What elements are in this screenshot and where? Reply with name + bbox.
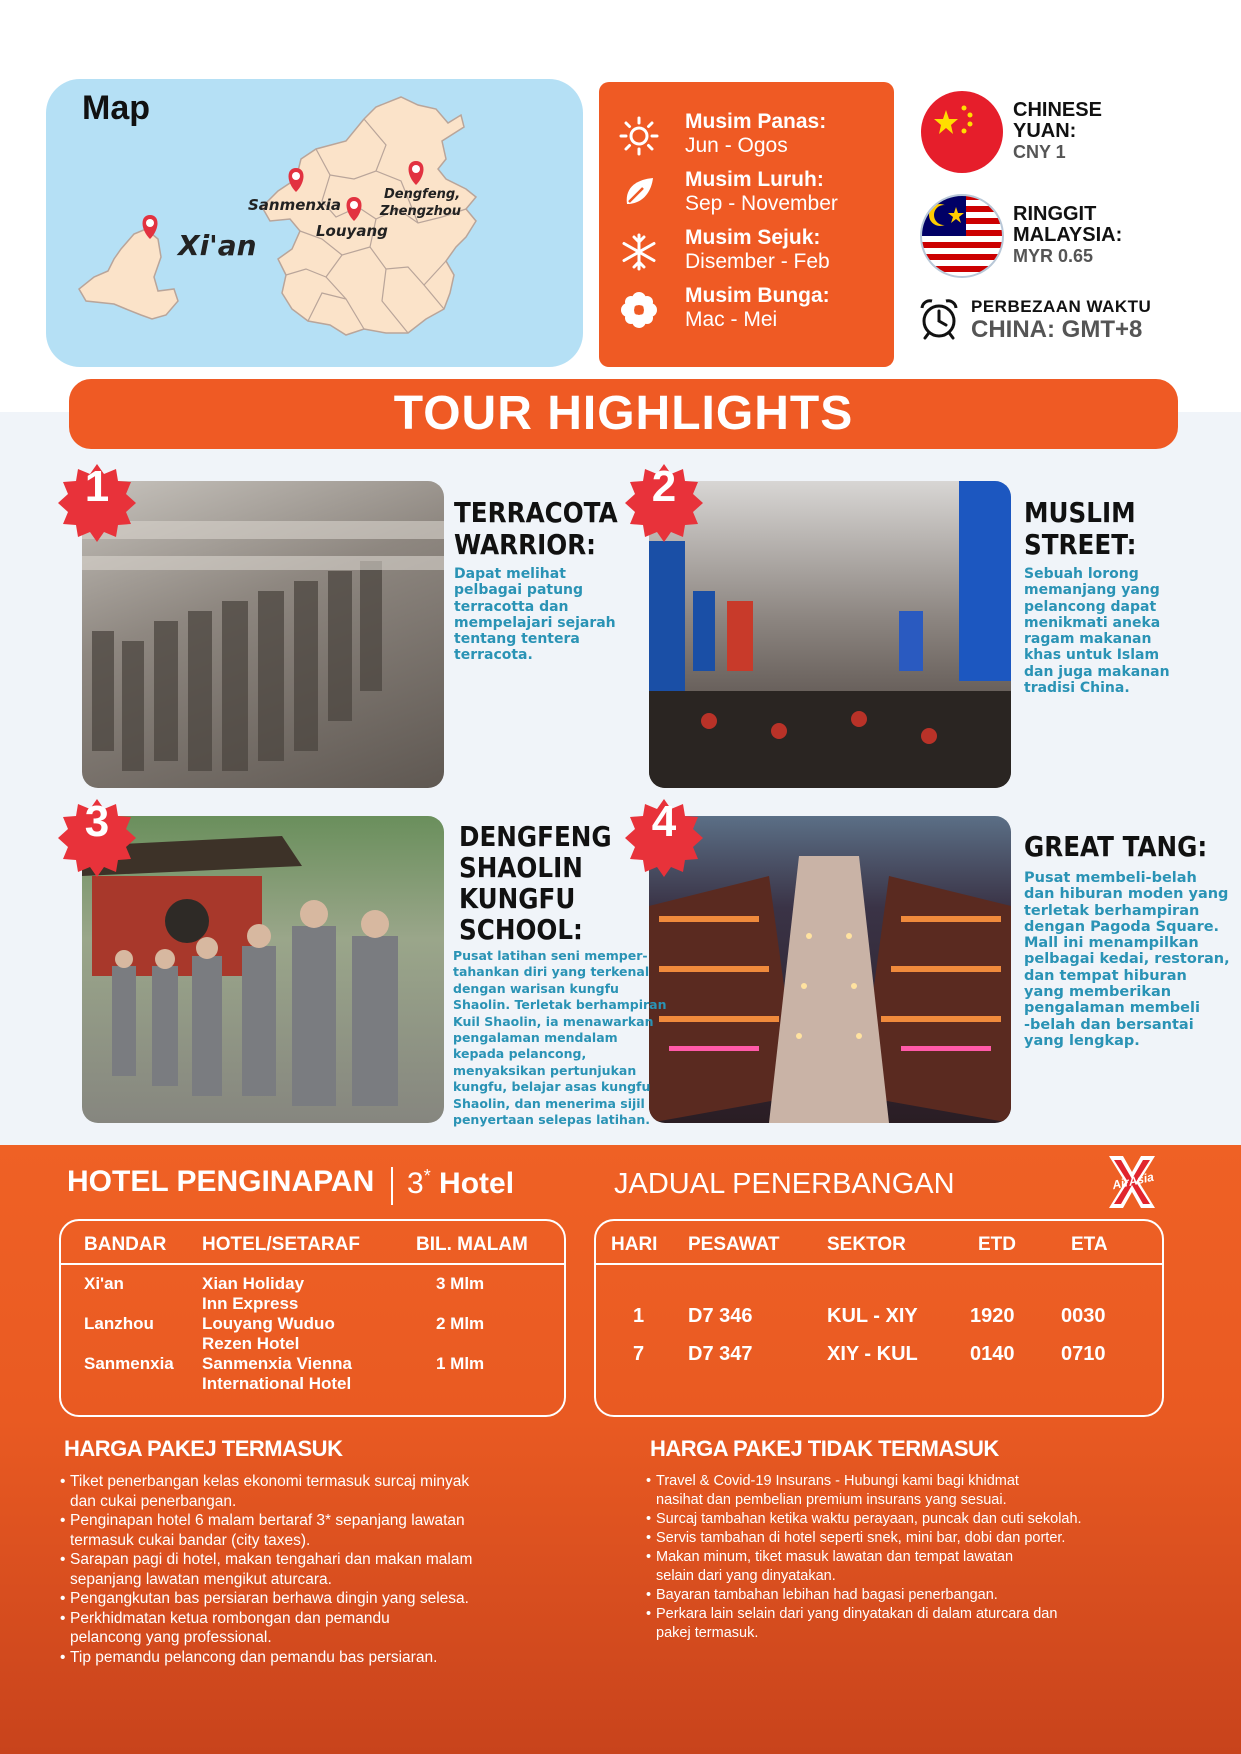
list-item-line: pakej termasuk. <box>656 1625 759 1641</box>
hotel-col-header: BANDAR <box>84 1234 167 1255</box>
hotel-row-name <box>202 1354 352 1394</box>
highlight-2-desc <box>1024 566 1170 696</box>
hotel-row-nights: 2 Mlm <box>436 1314 485 1333</box>
desc-line: penyertaan selepas latihan. <box>453 1112 651 1128</box>
included-list <box>60 1472 560 1667</box>
currency-china-line2: YUAN: <box>1013 120 1077 142</box>
hotel-row-name <box>202 1274 304 1314</box>
list-item <box>646 1586 1166 1605</box>
season-summer <box>619 110 889 166</box>
list-item-line: • Perkara lain selain dari yang dinyatakan di dalam aturcara dan <box>656 1606 1058 1622</box>
flight-row-etd: 0140 <box>970 1343 1015 1365</box>
hotel-name-line: Louyang Wuduo <box>202 1314 335 1333</box>
city-label-louyang: Louyang <box>316 222 388 240</box>
list-item-line: • Tiket penerbangan kelas ekonomi termasuk surcaj minyak <box>70 1473 470 1490</box>
flight-col-header: HARI <box>611 1234 658 1255</box>
desc-line: terracota. <box>454 647 533 664</box>
flight-table-header-line <box>596 1263 1162 1265</box>
desc-line: Shaolin, dan menerima sijil <box>453 1095 645 1111</box>
list-item-line: dan cukai penerbangan. <box>70 1492 237 1510</box>
hotel-row-city: Sanmenxia <box>84 1354 174 1373</box>
desc-line: dan juga makanan <box>1024 663 1170 680</box>
list-item-line: nasihat dan pembelian premium insurans yang sesuai. <box>656 1492 1007 1508</box>
highlight-3-title-line: SCHOOL: <box>459 913 583 946</box>
season-months: Disember - Feb <box>685 250 830 273</box>
season-months: Jun - Ogos <box>685 134 788 157</box>
hotel-star-symbol: * <box>423 1166 431 1186</box>
highlight-3-title-line: KUNGFU <box>459 882 576 915</box>
desc-line: Kuil Shaolin, ia menawarkan <box>453 1013 654 1029</box>
city-label-sanmenxia: Sanmenxia <box>248 196 342 214</box>
desc-line: Pusat latihan seni memper- <box>453 948 648 963</box>
desc-line: kepada pelancong, <box>453 1046 587 1062</box>
list-item-line: • Makan minum, tiket masuk lawatan dan tempat lawatan <box>656 1549 1014 1565</box>
alarm-clock-icon <box>916 296 962 342</box>
highlight-1-title <box>454 497 618 561</box>
season-name: Musim Panas: <box>685 110 827 133</box>
list-item <box>60 1648 560 1668</box>
highlight-2-title-line: MUSLIM <box>1024 496 1136 529</box>
currency-malaysia-line2: MALAYSIA: <box>1013 224 1123 246</box>
flight-col-header: ETD <box>978 1234 1016 1255</box>
desc-line: tentang tentera <box>454 631 580 648</box>
hotel-table-header-line <box>61 1263 564 1265</box>
list-item-line: • Bayaran tambahan lebihan had bagasi penerbangan. <box>656 1587 998 1603</box>
desc-line: yang lengkap. <box>1024 1032 1140 1049</box>
desc-line: Pusat membeli-belah <box>1024 870 1197 886</box>
list-item <box>60 1589 560 1609</box>
highlight-3-title-line: DENGFENG <box>459 820 612 853</box>
season-autumn <box>619 168 889 224</box>
desc-line: Sebuah lorong <box>1024 566 1139 582</box>
list-item <box>646 1510 1166 1529</box>
flight-row-etd: 1920 <box>970 1305 1015 1327</box>
city-label-xian: Xi'an <box>178 229 257 262</box>
currency-malaysia-value: MYR 0.65 <box>1013 246 1094 266</box>
hotel-row-city: Xi'an <box>84 1274 124 1293</box>
hotel-name-line: Inn Express <box>202 1294 299 1313</box>
list-item-line: • Servis tambahan di hotel seperti snek, mini bar, dobi dan porter. <box>656 1530 1066 1546</box>
flight-row-number: D7 346 <box>688 1305 753 1327</box>
highlight-3-title-line: SHAOLIN <box>459 851 583 884</box>
flower-icon <box>619 290 659 330</box>
included-title: HARGA PAKEJ TERMASUK <box>64 1436 343 1461</box>
china-flag-icon <box>920 90 1004 174</box>
airasia-logo-text: AirAsia <box>1110 1169 1156 1193</box>
desc-line: tradisi China. <box>1024 680 1130 697</box>
airasia-logo <box>1101 1152 1163 1212</box>
map-title: Map <box>82 89 150 127</box>
badge-4-number: 4 <box>651 797 677 846</box>
highlight-2-title-line: STREET: <box>1024 528 1137 561</box>
list-item-line: • Sarapan pagi di hotel, makan tengahari dan makan malam <box>70 1551 473 1568</box>
currency-malaysia-name <box>1013 204 1122 246</box>
desc-line: dengan warisan kungfu <box>453 980 619 996</box>
season-name: Musim Sejuk: <box>685 226 821 249</box>
hotel-star-number: 3 <box>407 1167 424 1200</box>
sun-icon <box>619 116 659 156</box>
desc-line: menyaksikan pertunjukan <box>453 1062 637 1078</box>
desc-line: mempelajari sejarah <box>454 614 616 631</box>
list-item <box>646 1605 1166 1643</box>
desc-line: pelbagai patung <box>454 582 584 599</box>
highlight-3-desc <box>453 948 667 1128</box>
currency-malaysia-line1: RINGGIT <box>1013 203 1097 225</box>
desc-line: dan hiburan moden yang <box>1024 886 1229 903</box>
desc-line: pengalaman membeli <box>1024 1000 1200 1017</box>
malaysia-flag-icon <box>920 194 1004 278</box>
season-card <box>599 82 894 367</box>
highlight-4-desc <box>1024 870 1230 1049</box>
season-months: Mac - Mei <box>685 308 778 331</box>
hotel-title: HOTEL PENGINAPAN <box>67 1165 375 1198</box>
hotel-title-divider <box>391 1167 393 1205</box>
hotel-name-line: International Hotel <box>202 1374 352 1393</box>
hotel-row-nights: 3 Mlm <box>436 1274 485 1293</box>
highlight-3-title <box>459 821 612 945</box>
highlight-4-title-line: GREAT TANG: <box>1024 830 1208 863</box>
badge-1-number: 1 <box>84 462 110 511</box>
flight-row-eta: 0710 <box>1061 1343 1106 1365</box>
currency-china-line1: CHINESE <box>1013 99 1102 121</box>
desc-line: -belah dan bersantai <box>1024 1016 1194 1033</box>
list-item-line: • Surcaj tambahan ketika waktu perayaan, puncak dan cuti sekolah. <box>656 1511 1082 1527</box>
list-item <box>60 1511 560 1550</box>
hotel-row-name <box>202 1314 335 1354</box>
hotel-grade <box>407 1166 514 1201</box>
flight-col-header: ETA <box>1071 1234 1108 1255</box>
badge-2-number: 2 <box>651 462 677 511</box>
snowflake-icon <box>619 232 659 272</box>
map-card <box>46 79 583 367</box>
city-label-dengfeng: Dengfeng, <box>384 187 461 202</box>
list-item <box>60 1472 560 1511</box>
flight-col-header: SEKTOR <box>827 1234 906 1255</box>
flight-row-sector: KUL - XIY <box>827 1305 918 1327</box>
desc-line: pelbagai kedai, restoran, <box>1024 951 1230 968</box>
desc-line: memanjang yang <box>1024 582 1160 599</box>
timezone-label: PERBEZAAN WAKTU <box>971 297 1152 316</box>
desc-line: dan tempat hiburan <box>1024 967 1187 984</box>
list-item-line: • Travel & Covid-19 Insurans - Hubungi kami bagi khidmat <box>656 1473 1019 1489</box>
hotel-row-city: Lanzhou <box>84 1314 154 1333</box>
map-region-west <box>79 229 178 319</box>
list-item-line: • Penginapan hotel 6 malam bertaraf 3* sepanjang lawatan <box>70 1512 465 1529</box>
desc-line: terracotta dan <box>454 598 569 615</box>
desc-line: khas untuk Islam <box>1024 647 1160 664</box>
currency-china-value: CNY 1 <box>1013 142 1066 162</box>
hotel-grade-label: Hotel <box>439 1167 515 1200</box>
highlight-2-title <box>1024 497 1137 561</box>
season-spring <box>619 284 889 340</box>
desc-line: Shaolin. Terletak berhampiran <box>453 997 667 1013</box>
flight-row-day: 1 <box>633 1305 645 1327</box>
leaf-icon <box>619 174 659 214</box>
hotel-row-nights: 1 Mlm <box>436 1354 485 1373</box>
flight-row-number: D7 347 <box>688 1343 753 1365</box>
timezone-value: CHINA: GMT+8 <box>971 316 1143 343</box>
excluded-list <box>646 1472 1166 1643</box>
list-item <box>646 1472 1166 1510</box>
hotel-name-line: Sanmenxia Vienna <box>202 1354 352 1373</box>
hotel-name-line: Xian Holiday <box>202 1274 305 1293</box>
currency-china-name <box>1013 100 1102 142</box>
list-item-line: pelancong yang professional. <box>70 1629 272 1646</box>
highlight-1-title-line: TERRACOTA <box>454 496 618 529</box>
flight-col-header: PESAWAT <box>688 1234 780 1255</box>
highlight-1-desc <box>454 566 616 664</box>
list-item <box>646 1548 1166 1586</box>
province-map <box>46 79 583 367</box>
list-item <box>646 1529 1166 1548</box>
highlight-4-title <box>1024 831 1207 863</box>
list-item-line: selain dari yang dinyatakan. <box>656 1568 836 1584</box>
season-months: Sep - November <box>685 192 838 215</box>
desc-line: tahankan diri yang terkenal <box>453 964 650 980</box>
badge-3-number: 3 <box>84 797 110 846</box>
season-name: Musim Bunga: <box>685 284 830 307</box>
desc-line: pengalaman mendalam <box>453 1030 618 1046</box>
season-winter <box>619 226 889 282</box>
desc-line: menikmati aneka <box>1024 614 1161 631</box>
flight-row-eta: 0030 <box>1061 1305 1106 1327</box>
desc-line: Mall ini menampilkan <box>1024 935 1199 952</box>
list-item-line: • Perkhidmatan ketua rombongan dan pemandu <box>70 1609 390 1627</box>
excluded-title: HARGA PAKEJ TIDAK TERMASUK <box>650 1436 999 1461</box>
flight-title: JADUAL PENERBANGAN <box>614 1168 955 1200</box>
desc-line: pelancong dapat <box>1024 598 1157 615</box>
city-label-zhengzhou: Zhengzhou <box>380 204 462 219</box>
list-item-line: • Tip pemandu pelancong dan pemandu bas persiaran. <box>70 1648 438 1666</box>
flight-row-day: 7 <box>633 1343 645 1365</box>
hotel-col-header: HOTEL/SETARAF <box>202 1234 360 1255</box>
desc-line: kungfu, belajar asas kungfu <box>453 1079 651 1095</box>
hotel-col-header: BIL. MALAM <box>416 1234 528 1255</box>
desc-line: dengan Pagoda Square. <box>1024 918 1220 935</box>
desc-line: terletak berhampiran <box>1024 902 1200 919</box>
list-item-line: termasuk cukai bandar (city taxes). <box>70 1531 311 1549</box>
desc-line: yang memberikan <box>1024 984 1172 1001</box>
list-item <box>60 1550 560 1589</box>
season-name: Musim Luruh: <box>685 168 824 191</box>
list-item <box>60 1609 560 1648</box>
desc-line: ragam makanan <box>1024 631 1152 648</box>
tour-highlights-banner: TOUR HIGHLIGHTS <box>69 379 1178 449</box>
hotel-name-line: Rezen Hotel <box>202 1334 300 1353</box>
flight-row-sector: XIY - KUL <box>827 1343 918 1365</box>
highlight-1-title-line: WARRIOR: <box>454 528 597 561</box>
desc-line: Dapat melihat <box>454 566 566 582</box>
list-item-line: sepanjang lawatan mengikut aturcara. <box>70 1570 332 1588</box>
list-item-line: • Pengangkutan bas persiaran berhawa dingin yang selesa. <box>70 1590 469 1607</box>
